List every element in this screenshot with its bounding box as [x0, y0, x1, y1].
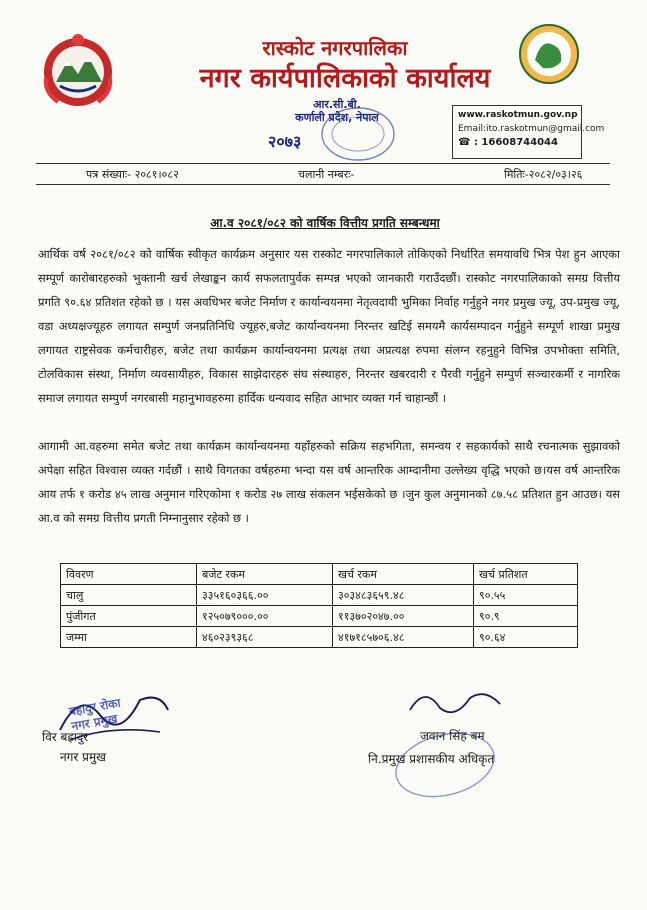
left-signatory-title: नगर प्रमुख: [60, 750, 106, 764]
municipality-logo-icon: [517, 22, 581, 86]
row-label: जम्मा: [61, 627, 197, 648]
right-signatory-name: जवान सिंह बम: [420, 729, 485, 743]
letter-subject: आ.व २०८१/०८२ को वार्षिक वित्तीय प्रगति सम्बन्धमा: [210, 216, 440, 230]
budget-amount: १२५०७९०००.००: [197, 606, 333, 627]
expense-percentage: ९०.९: [474, 606, 578, 627]
table-row: [61, 627, 578, 648]
right-signature-icon: [400, 680, 510, 725]
address-line-2: कर्णाली प्रदेश, नेपाल: [295, 111, 379, 124]
office-name: नगर कार्यपालिकाको कार्यालय: [199, 63, 491, 94]
header-expense: खर्च रकम: [333, 564, 474, 585]
address-line-1: आर.सी.बी.: [313, 98, 361, 111]
table-header-row: [61, 564, 578, 585]
letter-number: पत्र संख्याः- २०८१।०८२: [86, 168, 179, 181]
phone-icon: ☎: [458, 137, 471, 148]
left-signatory-name: विर बहादुर: [42, 730, 89, 744]
table-row: [61, 585, 578, 606]
nepal-emblem-icon: [38, 30, 118, 110]
phone-line: [458, 136, 576, 150]
row-label: पुंजीगत: [61, 606, 197, 627]
dispatch-number: चलानी नम्बरः-: [298, 168, 355, 181]
establishment-year: २०७३: [268, 132, 302, 151]
office-stamp-icon: [300, 96, 400, 166]
expense-percentage: ९०.५५: [474, 585, 578, 606]
header-percentage: खर्च प्रतिशत: [474, 564, 578, 585]
header-description: विवरण: [61, 564, 197, 585]
expense-percentage: ९०.६४: [474, 627, 578, 648]
contact-box: [452, 105, 605, 159]
header-budget: बजेट रकम: [197, 564, 333, 585]
left-stamp-text: बहादुर रोका नगर प्रमुख: [67, 695, 122, 734]
row-label: चालु: [61, 585, 197, 606]
website-text: www.raskotmun.gov.np: [458, 110, 578, 120]
budget-amount: ३३५१६०३६६.००: [197, 585, 333, 606]
financial-progress-table: [60, 563, 578, 648]
budget-amount: ४६०२३९३६८: [197, 627, 333, 648]
municipality-name: रास्कोट नगरपालिका: [262, 36, 408, 60]
table-row: [61, 606, 578, 627]
body-paragraph-1: आर्थिक वर्ष २०८१/०८२ को वार्षिक स्वीकृत कार्यक्रम अनुसार यस रास्कोट नगरपालिकाले तोकिएको निर्धारित समयावधि भित्र पेश हुन आएका सम्पूर्ण कारोबारहरुको भुक्तानी खर्च लेखाङ्कन कार्य सफलतापुर्वक सम्पन्न भएको जानकारी गराउँदछौं। रास्कोट नगरपालिकाको समग्र वित्तीय प्रगति ९०.६४ प्रतिशत रहेको छ । यस अवधिभर बजेट निर्माण र कार्यान्वयनमा नेतृत्वदायी भुमिका निर्वाह गर्नुहुने नगर प्रमुख ज्यू, उप-प्रमुख ज्यू, वडा अध्यक्षज्यूहरु लगायत सम्पुर्ण जनप्रतिनिधि ज्यूहरु,बजेट कार्यान्वयनमा निरन्तर खटिई समयमै कार्यसम्पादन गर्नुहुने सम्पूर्ण शाखा प्रमुख लगायत राष्ट्रसेवक कर्मचारीहरु, बजेट तथा कार्यक्रम कार्यान्वयनमा प्रत्यक्ष तथा अप्रत्यक्ष रुपमा संलग्न रहनुहुने विभिन्न उपभोक्ता समिति, टोलविकास संस्था, निर्माण व्यवसायीहरु, विकास साझेदारहरु संघ संस्थाहरु, निरन्तर खबरदारी र पैरवी गर्नुहुने सम्पुर्ण सञ्चारकर्मी र नागरिक समाज लगायत सम्पुर्ण नगरबासी महानुभावहरुमा हार्दिक धन्यवाद सहित आभार व्यक्त गर्न चाहान्छौं ।: [38, 247, 620, 405]
expense-amount: ४१७१८५७०६.४८: [333, 627, 474, 648]
body-paragraph-2: आगामी आ.वहरुमा समेत बजेट तथा कार्यक्रम कार्यान्वयनमा यहाँहरुको सक्रिय सहभगिता, समन्वय र सहकार्यको साथै रचनात्मक सुझावको अपेक्षा सहित विश्वास व्यक्त गर्दछौं । साथै विगतका वर्षहरुमा भन्दा यस वर्ष आन्तरिक आम्दानीमा उल्लेख्य वृद्धि भएको छ।यस वर्ष आन्तरिक आय तर्फ १ करोड ४५ लाख अनुमान गरिएकोमा १ करोड २७ लाख संकलन भईसकेको छ ।जुन कुल अनुमानको ८७.५८ प्रतिशत हुन आउछ। यस आ.व को समग्र वित्तीय प्रगती निम्नानुसार रहेको छ ।: [38, 439, 620, 525]
phone-number: : 16608744044: [473, 137, 558, 148]
letter-date: मितिः-२०८२/०३।२६: [504, 168, 583, 181]
email-text: Email:ito.raskotmun@gmail.com: [458, 124, 605, 134]
reference-bar: [36, 163, 610, 185]
expense-amount: ११३७०२०४७.००: [333, 606, 474, 627]
right-signatory-title: नि.प्रमुख प्रशासकीय अधिकृत: [368, 752, 495, 766]
expense-amount: ३०३४८३६५९.४८: [333, 585, 474, 606]
